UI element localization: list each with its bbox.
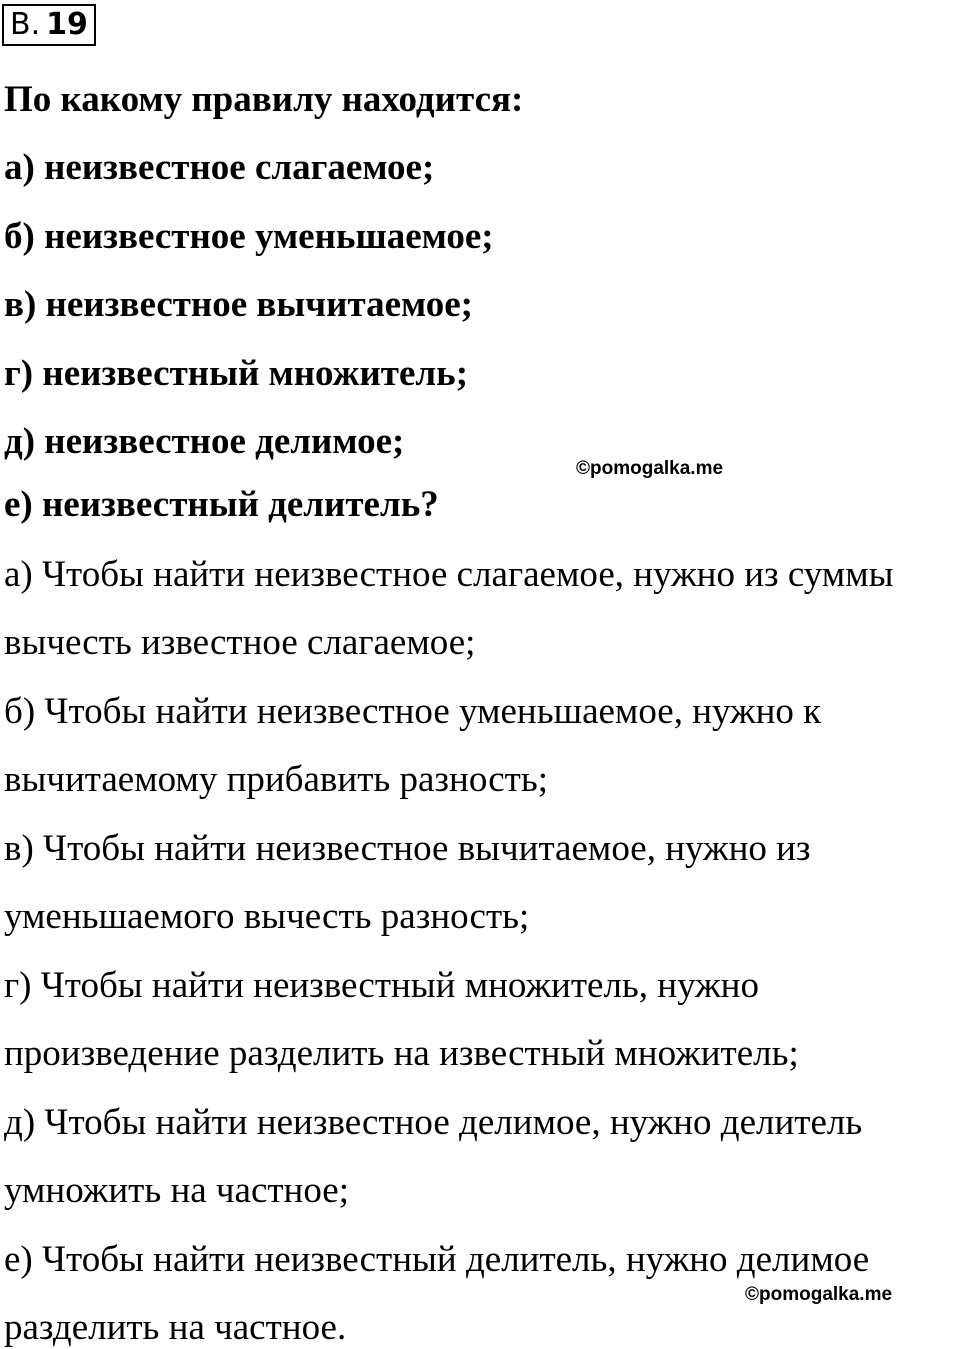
watermark-text: ©pomogalka.me (576, 458, 724, 479)
answer-line: произведение разделить на известный множитель; (4, 1033, 799, 1074)
exercise-number: 19 (46, 7, 88, 42)
answer-line: д) Чтобы найти неизвестное делимое, нужно делитель (4, 1102, 863, 1143)
question-item-f: е) неизвестный делитель? (4, 484, 439, 525)
answer-line: а) Чтобы найти неизвестное слагаемое, нужно из суммы (4, 554, 894, 595)
answer-line: уменьшаемого вычесть разность; (4, 896, 530, 937)
answer-line: разделить на частное. (4, 1307, 347, 1348)
question-item-d: г) неизвестный множитель; (4, 353, 469, 394)
answer-line: в) Чтобы найти неизвестное вычитаемое, нужно из (4, 828, 811, 869)
answer-line: умножить на частное; (4, 1170, 350, 1211)
question-item-c: в) неизвестное вычитаемое; (4, 284, 473, 325)
answer-line: вычесть известное слагаемое; (4, 622, 476, 663)
answer-line: е) Чтобы найти неизвестный делитель, нужно делимое (4, 1239, 870, 1280)
exercise-number-box (2, 4, 96, 46)
question-item-e: д) неизвестное делимое; (4, 421, 405, 462)
answer-line: б) Чтобы найти неизвестное уменьшаемое, нужно к (4, 691, 822, 732)
answer-line: г) Чтобы найти неизвестный множитель, нужно (4, 965, 759, 1006)
question-title: По какому правилу находится: (4, 79, 524, 120)
watermark-text: ©pomogalka.me (745, 1284, 893, 1305)
question-item-b: б) неизвестное уменьшаемое; (4, 216, 494, 257)
answer-line: вычитаемому прибавить разность; (4, 759, 548, 800)
exercise-prefix: В. (10, 7, 41, 42)
question-item-a: а) неизвестное слагаемое; (4, 147, 435, 188)
